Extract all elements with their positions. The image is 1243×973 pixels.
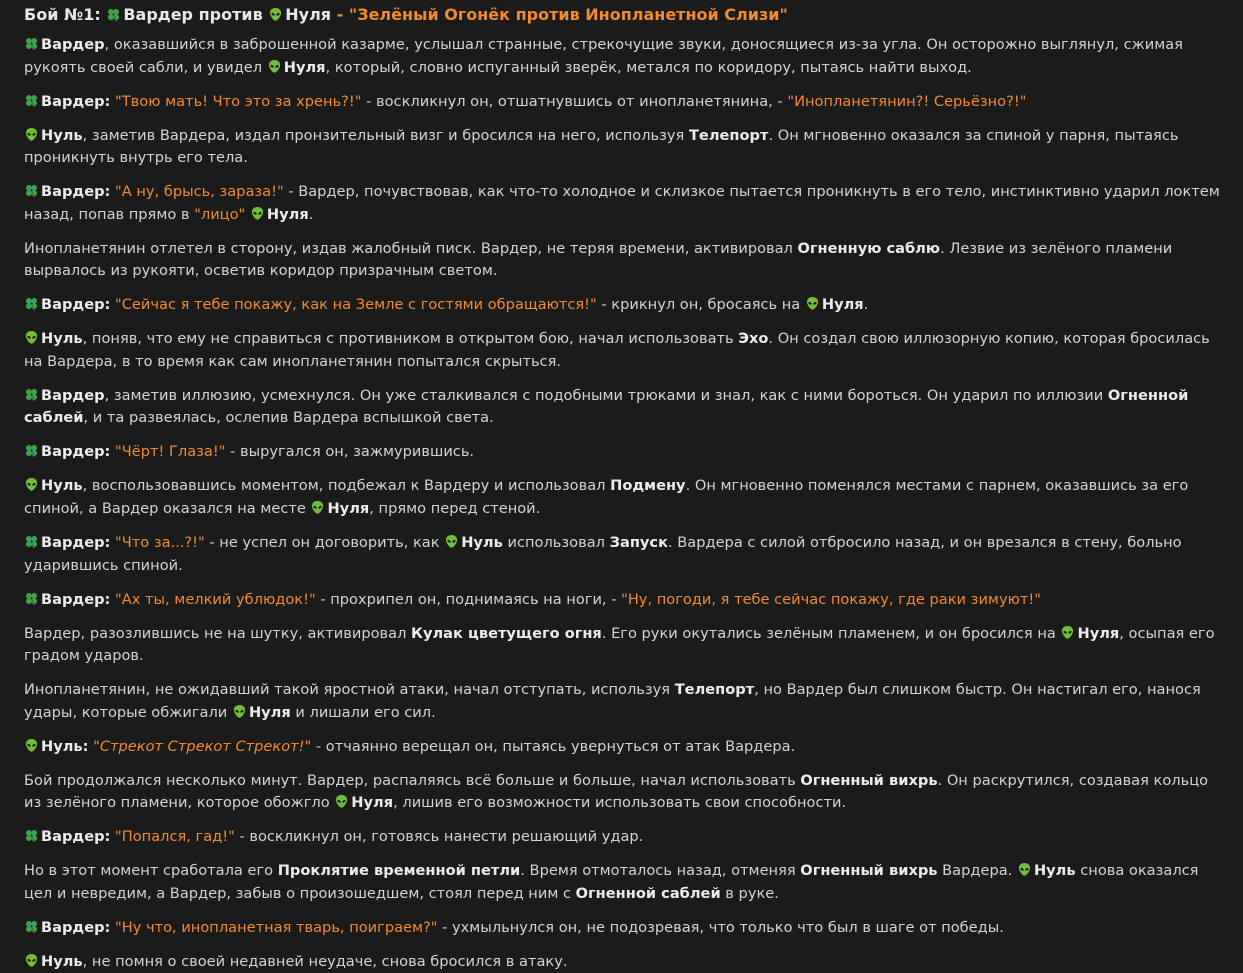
alien-icon xyxy=(334,794,349,809)
narration-text: . xyxy=(308,205,314,223)
story-paragraph xyxy=(24,441,1223,464)
narration-text: , заметив иллюзию, усмехнулся. Он уже сталкивался с подобными трюками и знал, как с ними бороться. Он ударил по иллюзии xyxy=(104,386,1108,404)
battle-title xyxy=(24,4,1223,26)
narration-text: - Вардер, почувствовав, как что-то холодное и склизкое пытается проникнуть в его тело, инстинктивно ударил локтем назад, попав прямо в xyxy=(24,183,1220,223)
character-or-skill-name: Вардер: xyxy=(41,443,111,461)
narration-text: , прямо перед стеной. xyxy=(369,500,541,518)
alien-icon xyxy=(24,738,39,753)
narration-text: . Лезвие из зелёного пламени вырвалось из рукояти, осветив коридор призрачным светом. xyxy=(24,239,1173,280)
story-paragraph xyxy=(24,294,1223,317)
character-or-skill-name: Вардер: xyxy=(41,918,111,936)
narration-text: - воскликнул он, готовясь нанести решающий удар. xyxy=(234,828,644,846)
narration-text: - ухмыльнулся он, не подозревая, что только что был в шаге от победы. xyxy=(437,918,1004,936)
narration-text: - прохрипел он, поднимаясь на ноги, - xyxy=(315,590,622,608)
story-paragraph xyxy=(24,826,1223,849)
dialogue-quote: "Что за...?!" xyxy=(115,534,205,551)
narration-text: , лишив его возможности использовать свои способности. xyxy=(393,794,847,812)
narration-text: . xyxy=(863,296,869,314)
dialogue-quote: "А ну, брысь, зараза!" xyxy=(115,183,284,201)
narration-text: , который, словно испуганный зверёк, метался по коридору, пытаясь найти выход. xyxy=(325,58,972,76)
character-or-skill-name: Эхо xyxy=(738,330,769,348)
alien-icon xyxy=(1060,625,1075,640)
alien-icon xyxy=(24,953,39,968)
character-or-skill-name: Нуль xyxy=(1033,862,1076,880)
narration-text: . Он мгновенно оказался за спиной у парня, пытаясь проникнуть внутрь его тела. xyxy=(24,126,1179,167)
story-paragraph xyxy=(24,917,1223,940)
character-or-skill-name: Нуль xyxy=(41,952,83,970)
story-paragraph xyxy=(24,623,1223,668)
character-or-skill-name: Вардер: xyxy=(41,92,111,110)
narration-text: Инопланетянин отлетел в сторону, издав жалобный писк. Вардер, не теряя времени, активировал xyxy=(24,239,798,257)
character-or-skill-name: Нуля xyxy=(266,205,309,223)
alien-icon xyxy=(310,500,325,515)
dialogue-quote: "Ну что, инопланетная тварь, поиграем?" xyxy=(115,918,438,936)
story-paragraph xyxy=(24,951,1223,973)
character-or-skill-name: Вардер xyxy=(41,386,105,404)
four-leaf-clover-icon xyxy=(24,387,39,402)
dialogue-quote-italic: "Стрекот Стрекот Стрекот!" xyxy=(93,737,312,755)
story-paragraph xyxy=(24,91,1223,114)
narration-text: , оказавшийся в заброшенной казарме, услышал странные, стрекочущие звуки, доносящиеся из-за угла. Он осторожно выглянул, сжимая рукоять своей сабли, и увидел xyxy=(24,36,1183,76)
character-or-skill-name: Вардер: xyxy=(41,590,111,608)
four-leaf-clover-icon xyxy=(24,36,39,51)
story-paragraph xyxy=(24,475,1223,520)
character-or-skill-name: Вардер: xyxy=(41,534,111,551)
narration-text: . Он создал свою иллюзорную копию, которая бросилась на Вардера, в то время как сам инопланетянин попытался скрыться. xyxy=(24,330,1210,370)
dialogue-quote: "Сейчас я тебе покажу, как на Земле с гостями обращаются!" xyxy=(115,296,597,314)
character-or-skill-name: Нуль xyxy=(41,477,83,495)
narration-text: в руке. xyxy=(720,884,779,902)
alien-icon xyxy=(232,704,247,719)
title-enemy: Нуля xyxy=(285,5,332,24)
character-or-skill-name: Вардер: xyxy=(41,828,111,846)
narration-text: , осыпая его градом ударов. xyxy=(24,624,1215,665)
narration-text: . Вардера с силой отбросило назад, и он врезался в стену, больно ударившись спиной. xyxy=(24,534,1182,574)
character-or-skill-name: Вардер xyxy=(41,36,105,53)
dialogue-quote: "Ну, погоди, я тебе сейчас покажу, где раки зимуют!" xyxy=(621,590,1041,608)
narration-text: . Его руки окутались зелёным пламенем, и он бросился на xyxy=(601,624,1061,642)
character-or-skill-name: Нуль: xyxy=(41,737,89,755)
narration-text: - воскликнул он, отшатнувшись от инопланетянина, - xyxy=(361,92,788,110)
character-or-skill-name: Огненный вихрь xyxy=(800,862,938,880)
narration-text: Бой продолжался несколько минут. Вардер, распаляясь всё больше и больше, начал использовать xyxy=(24,771,801,789)
narration-text: , поняв, что ему не справиться с противником в открытом бою, начал использовать xyxy=(82,330,739,348)
character-or-skill-name: Вардер: xyxy=(41,183,111,201)
narration-text: Инопланетянин, не ожидавший такой яростной атаки, начал отступать, используя xyxy=(24,681,675,699)
story-paragraph xyxy=(24,34,1223,79)
alien-icon xyxy=(1017,862,1032,877)
character-or-skill-name: Нуля xyxy=(327,500,370,518)
four-leaf-clover-icon xyxy=(24,296,39,311)
character-or-skill-name: Огненной саблей xyxy=(24,386,1189,427)
four-leaf-clover-icon xyxy=(106,7,121,22)
character-or-skill-name: Проклятие временной петли xyxy=(277,862,521,880)
four-leaf-clover-icon xyxy=(24,93,39,108)
title-prefix: Бой №1: xyxy=(24,5,101,24)
character-or-skill-name: Нуль xyxy=(461,534,503,551)
alien-icon xyxy=(24,477,39,492)
narration-text: использовал xyxy=(502,534,610,551)
character-or-skill-name: Нуля xyxy=(248,703,291,721)
dialogue-quote: "Чёрт! Глаза!" xyxy=(115,443,226,461)
narration-text: - не успел он договорить, как xyxy=(204,534,445,551)
character-or-skill-name: Нуля xyxy=(1077,624,1120,642)
alien-icon xyxy=(267,59,282,74)
character-or-skill-name: Огненную саблю xyxy=(797,239,941,257)
character-or-skill-name: Подмену xyxy=(610,477,686,495)
character-or-skill-name: Нуля xyxy=(351,794,394,812)
narration-text: , воспользовавшись моментом, подбежал к Вардеру и использовал xyxy=(82,477,611,495)
story-paragraph xyxy=(24,860,1223,905)
narration-text: Но в этот момент сработала его xyxy=(24,862,278,880)
story-paragraph xyxy=(24,125,1223,170)
character-or-skill-name: Огненной саблей xyxy=(575,884,721,902)
character-or-skill-name: Огненный вихрь xyxy=(800,771,938,789)
narration-text: - отчаянно верещал он, пытаясь увернуться от атак Вардера. xyxy=(311,737,796,755)
story-paragraph xyxy=(24,589,1223,612)
story-paragraph xyxy=(24,181,1223,226)
narration-text: - крикнул он, бросаясь на xyxy=(596,296,805,314)
dialogue-quote: "Попался, гад!" xyxy=(115,828,235,846)
dialogue-quote: "Инопланетянин?! Серьёзно?!" xyxy=(787,92,1027,110)
narration-text: , и та развеялась, ослепив Вардера вспышкой света. xyxy=(83,409,494,427)
four-leaf-clover-icon xyxy=(24,919,39,934)
narration-text: снова оказался цел и невредим, а Вардер, забыв о произошедшем, стоял перед ним с xyxy=(24,862,1199,902)
character-or-skill-name: Кулак цветущего огня xyxy=(411,624,602,642)
character-or-skill-name: Запуск xyxy=(609,534,668,551)
four-leaf-clover-icon xyxy=(24,828,39,843)
character-or-skill-name: Нуля xyxy=(821,296,864,314)
title-subtitle: - "Зелёный Огонёк против Инопланетной Слизи" xyxy=(336,5,788,24)
alien-icon xyxy=(805,296,820,311)
dialogue-quote: "Твою мать! Что это за хрень?!" xyxy=(115,92,362,110)
narration-text: Вардер, разозлившись не на шутку, активировал xyxy=(24,624,412,642)
character-or-skill-name: Нуль xyxy=(41,330,83,348)
narration-text: . Он раскрутился, создавая кольцо из зелёного пламени, которое обожгло xyxy=(24,771,1209,812)
narration-text: - выругался он, зажмурившись. xyxy=(225,443,475,461)
narration-text: , но Вардер был слишком быстр. Он настигал его, нанося удары, которые обжигали xyxy=(24,681,1201,721)
alien-icon xyxy=(24,127,39,142)
character-or-skill-name: Телепорт xyxy=(688,126,769,144)
four-leaf-clover-icon xyxy=(24,591,39,606)
four-leaf-clover-icon xyxy=(24,443,39,458)
title-hero: Вардер xyxy=(123,5,193,24)
story-paragraph xyxy=(24,679,1223,724)
character-or-skill-name: Нуля xyxy=(283,58,326,76)
paragraph-list xyxy=(24,34,1223,973)
dialogue-quote xyxy=(93,738,311,755)
alien-icon xyxy=(444,534,459,549)
character-or-skill-name: Телепорт xyxy=(674,681,755,699)
narration-text: . Он мгновенно поменялся местами с парнем, оказавшись за его спиной, а Вардер оказался на месте xyxy=(24,477,1189,518)
character-or-skill-name: Вардер: xyxy=(41,296,111,314)
narration-text: , заметив Вардера, издал пронзительный визг и бросился на него, используя xyxy=(82,126,689,144)
narration-text: . Время отмоталось назад, отменяя xyxy=(520,862,801,880)
narration-text: Вардера. xyxy=(937,862,1017,880)
narration-text: , не помня о своей недавней неудаче, снова бросился в атаку. xyxy=(82,952,568,970)
dialogue-quote: "лицо" xyxy=(194,205,246,223)
story-paragraph xyxy=(24,328,1223,373)
alien-icon xyxy=(250,206,265,221)
narration-text: и лишали его сил. xyxy=(290,703,436,721)
story-paragraph xyxy=(24,238,1223,283)
character-or-skill-name: Нуль xyxy=(41,126,83,144)
story-paragraph xyxy=(24,385,1223,430)
story-paragraph xyxy=(24,736,1223,759)
story-paragraph xyxy=(24,532,1223,577)
alien-icon xyxy=(24,330,39,345)
story-paragraph xyxy=(24,770,1223,815)
alien-icon xyxy=(268,7,283,22)
dialogue-quote: "Ах ты, мелкий ублюдок!" xyxy=(115,590,316,608)
four-leaf-clover-icon xyxy=(24,534,39,549)
four-leaf-clover-icon xyxy=(24,183,39,198)
title-vs: против xyxy=(198,5,263,24)
